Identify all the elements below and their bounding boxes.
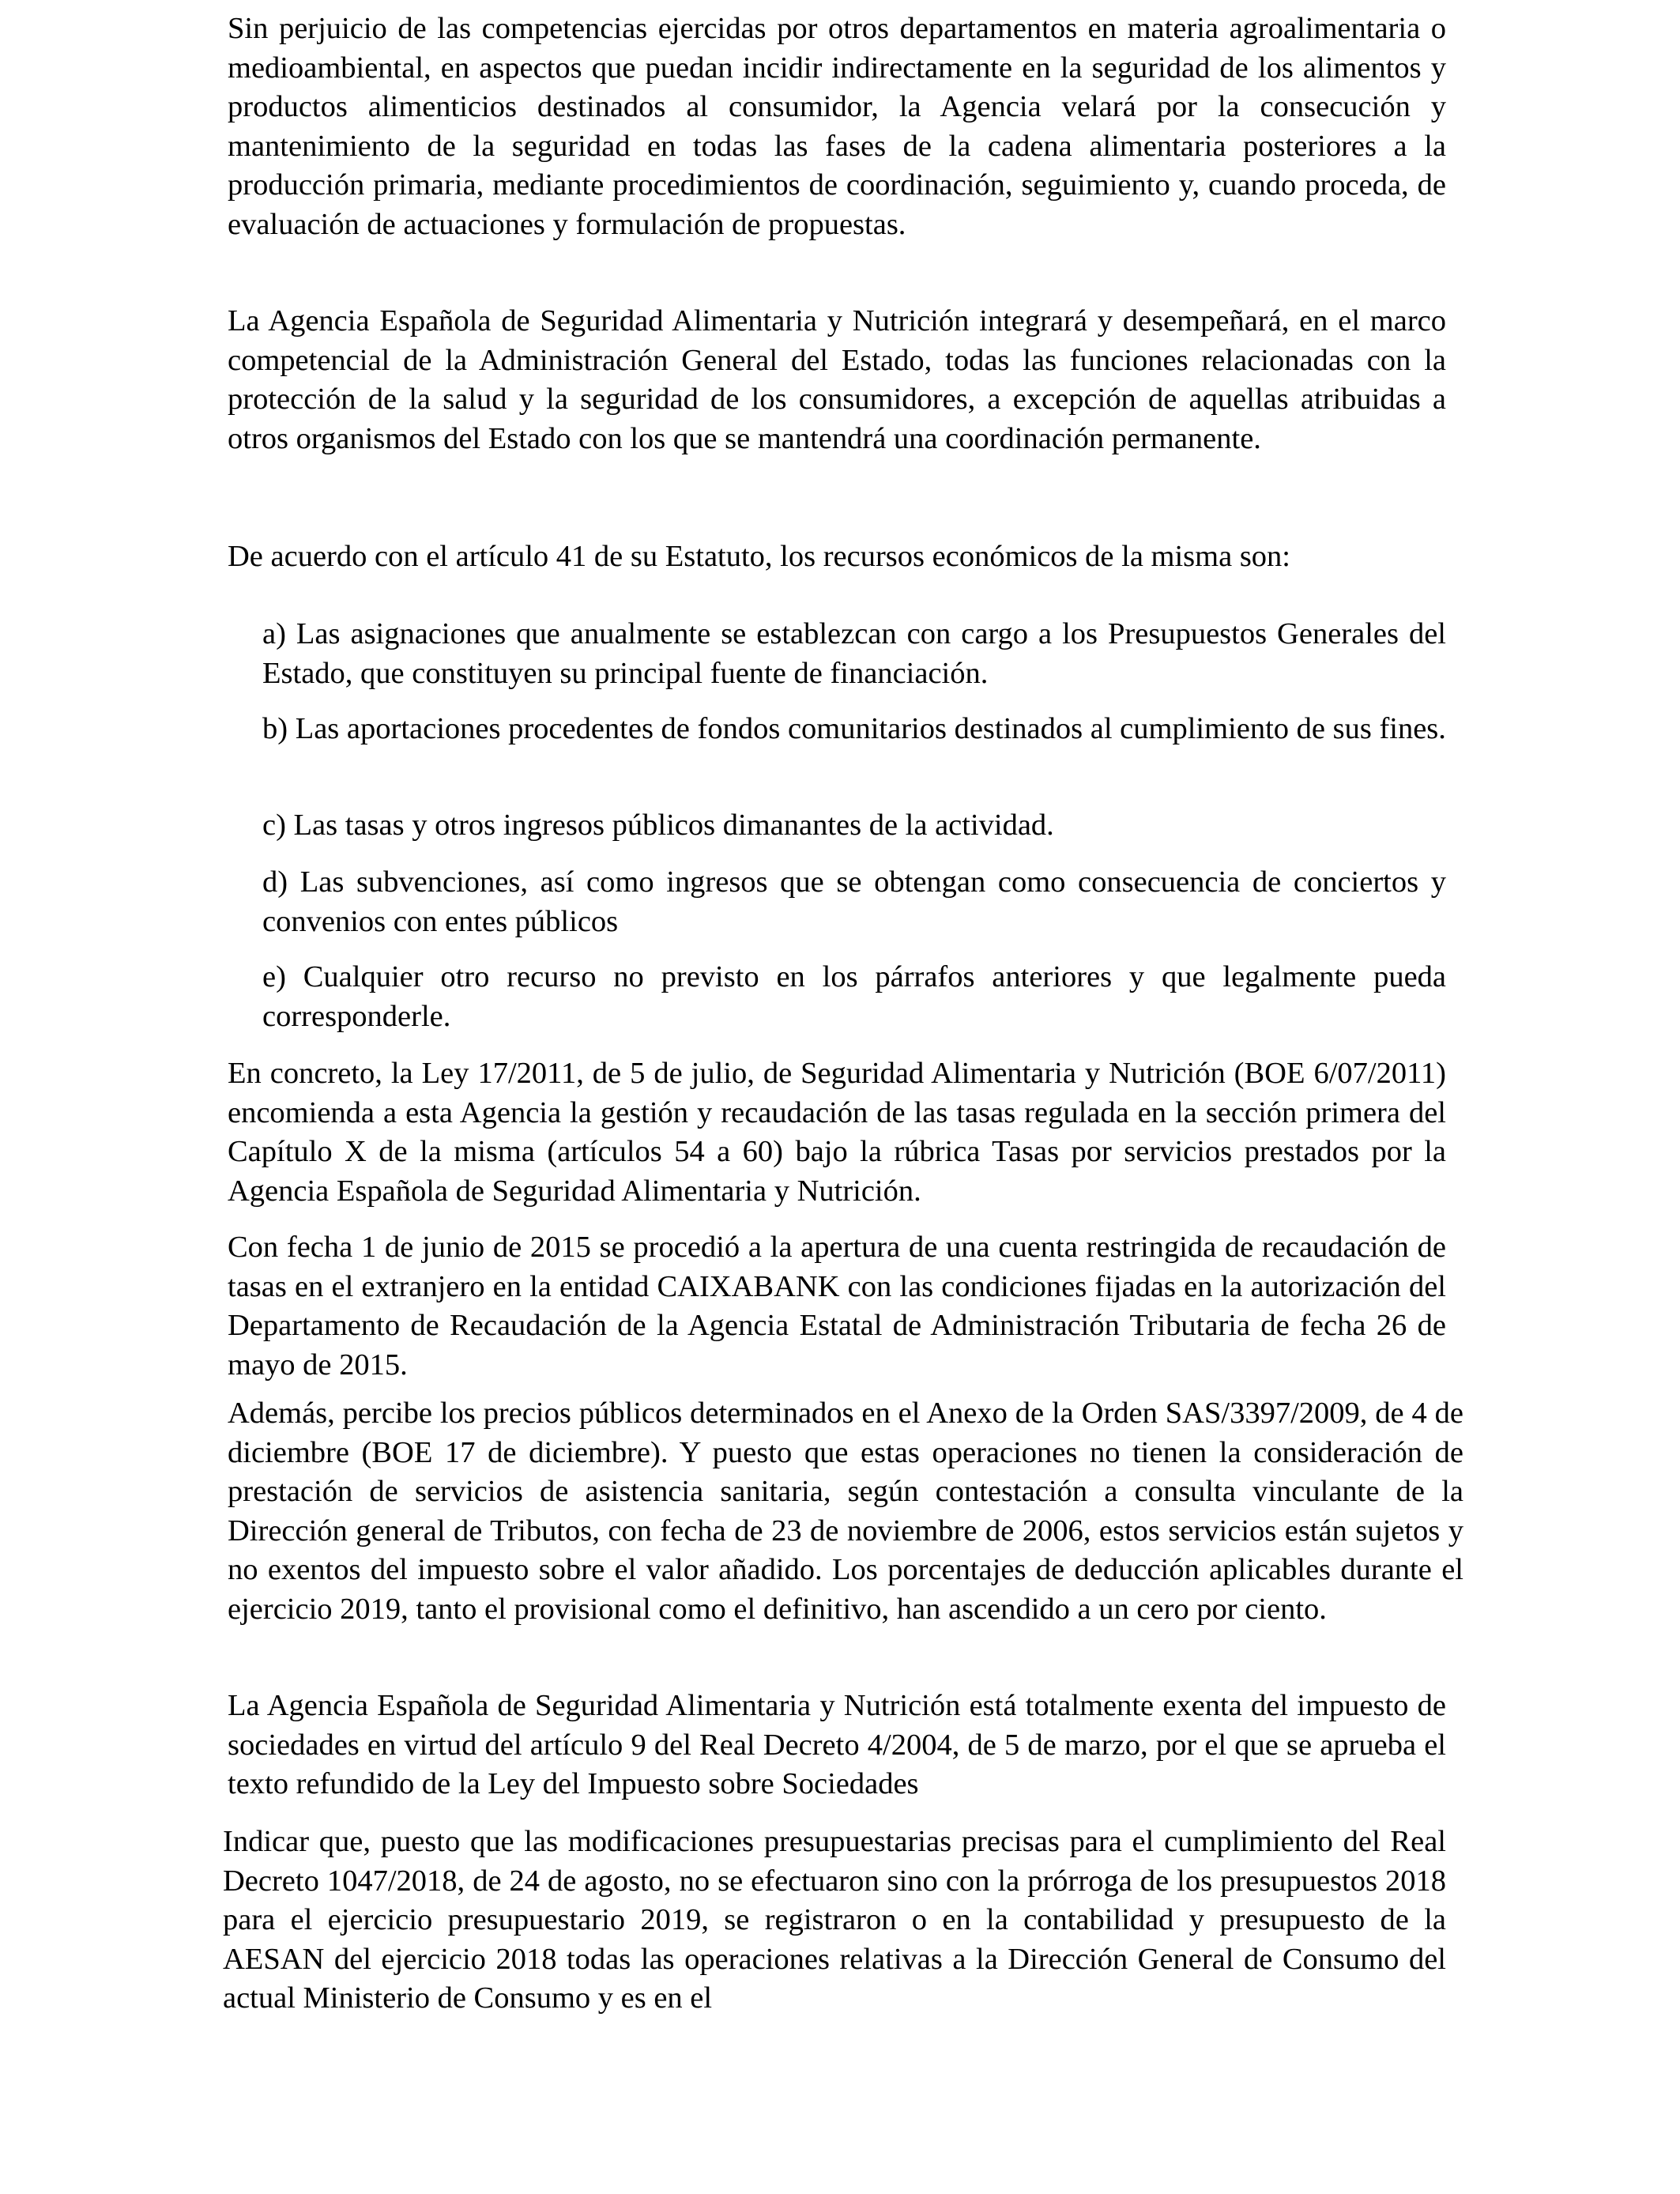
paragraph-food-safety-coordination: Sin perjuicio de las competencias ejercidas por otros departamentos en materia agroalimentaria o medioambiental, en aspectos que puedan incidir indirectamente en la seguridad de los alimentos y productos alimenticios destinados al consumidor, la Agencia velará por la consecución y mantenimiento de la seguridad en todas las fases de la cadena alimentaria posteriores a la producción primaria, mediante procedimientos de coordinación, seguimiento y, cuando proceda, de evaluación de actuaciones y formulación de propuestas. [228,12,1446,241]
paragraph-fees-law: En concreto, la Ley 17/2011, de 5 de julio, de Seguridad Alimentaria y Nutrición (BOE 6/07/2011) encomienda a esta Agencia la gestión y recaudación de las tasas regulada en la sección primera del Capítulo X de la misma (artículos 54 a 60) bajo la rúbrica Tasas por servicios prestados por la Agencia Española de Seguridad Alimentaria y Nutrición. [228,1057,1446,1208]
paragraph-public-prices-vat: Además, percibe los precios públicos determinados en el Anexo de la Orden SAS/3397/2009, de 4 de diciembre (BOE 17 de diciembre). Y puesto que estas operaciones no tienen la consideración de prestación de servicios de asistencia sanitaria, según contestación a consulta vinculante de la Dirección general de Tributos, con fecha de 23 de noviembre de 2006, estos servicios están sujetos y no exentos del impuesto sobre el valor añadido. Los porcentajes de deducción aplicables durante el ejercicio 2019, tanto el provisional como el definitivo, han ascendido a un cero por ciento. [228,1397,1463,1626]
paragraph-economic-resources-intro: De acuerdo con el artículo 41 de su Estatuto, los recursos económicos de la misma son: [228,540,1290,573]
list-item-resource-a: a) Las asignaciones que anualmente se establezcan con cargo a los Presupuestos Generales del Estado, que constituyen su principal fuente de financiación. [262,617,1446,690]
list-item-resource-b: b) Las aportaciones procedentes de fondos comunitarios destinados al cumplimiento de sus fines. [262,712,1446,745]
paragraph-agency-functions: La Agencia Española de Seguridad Alimentaria y Nutrición integrará y desempeñará, en el marco competencial de la Administración General del Estado, todas las funciones relacionadas con la protección de la salud y la seguridad de los consumidores, a excepción de aquellas atribuidas a otros organismos del Estado con los que se mantendrá una coordinación permanente. [228,304,1446,455]
list-item-resource-d: d) Las subvenciones, así como ingresos que se obtengan como consecuencia de conciertos y convenios con entes públicos [262,865,1446,938]
list-item-resource-e: e) Cualquier otro recurso no previsto en los párrafos anteriores y que legalmente pueda corresponderle. [262,960,1446,1033]
paragraph-budget-modifications: Indicar que, puesto que las modificaciones presupuestarias precisas para el cumplimiento del Real Decreto 1047/2018, de 24 de agosto, no se efectuaron sino con la prórroga de los presupuestos 2018 para el ejercicio presupuestario 2019, se registraron o en la contabilidad y presupuesto de la AESAN del ejercicio 2018 todas las operaciones relativas a la Dirección General de Consumo del actual Ministerio de Consumo y es en el [223,1825,1446,2015]
paragraph-restricted-account: Con fecha 1 de junio de 2015 se procedió a la apertura de una cuenta restringida de recaudación de tasas en el extranjero en la entidad CAIXABANK con las condiciones fijadas en la autorización del Departamento de Recaudación de la Agencia Estatal de Administración Tributaria de fecha 26 de mayo de 2015. [228,1231,1446,1382]
paragraph-corporate-tax-exemption: La Agencia Española de Seguridad Alimentaria y Nutrición está totalmente exenta del impuesto de sociedades en virtud del artículo 9 del Real Decreto 4/2004, de 5 de marzo, por el que se aprueba el texto refundido de la Ley del Impuesto sobre Sociedades [228,1689,1446,1800]
list-item-resource-c: c) Las tasas y otros ingresos públicos dimanantes de la actividad. [262,809,1054,842]
